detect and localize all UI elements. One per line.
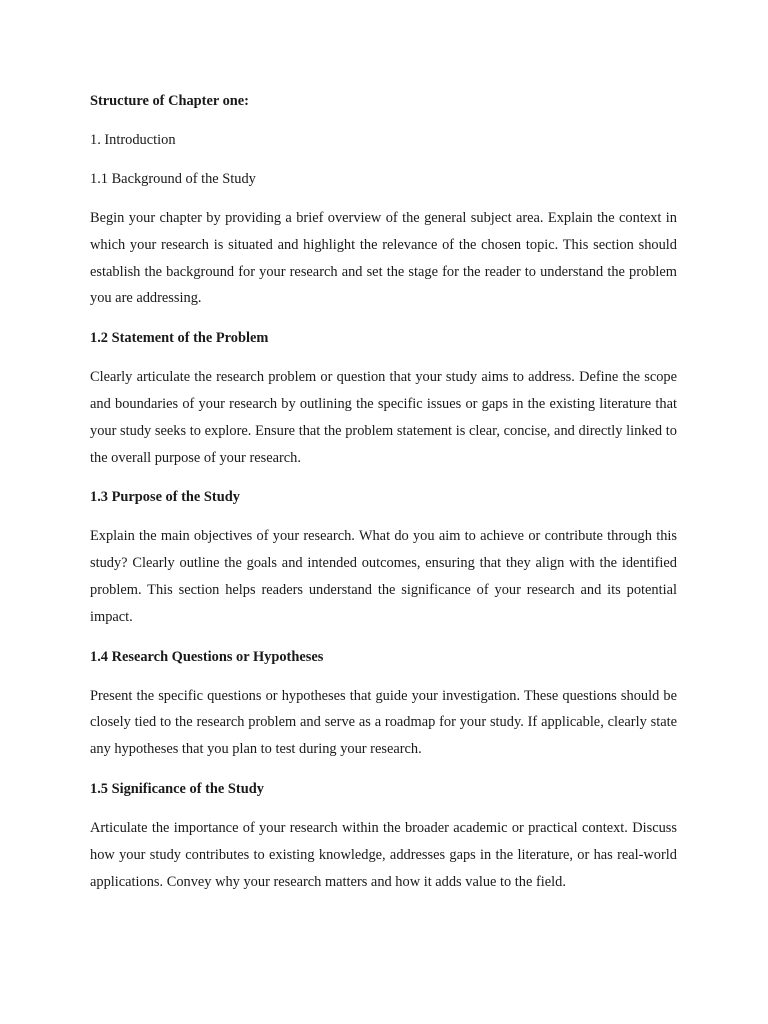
significance-paragraph: Articulate the importance of your research within the broader academic or practical context. Discuss how your study contributes to existing knowledge, addresses gaps in the literature, or has real-world applications. Convey why your research matters and how it adds value to the field. <box>90 819 677 890</box>
significance-heading: 1.5 Significance of the Study <box>90 780 264 797</box>
purpose-paragraph: Explain the main objectives of your research. What do you aim to achieve or contribute through this study? Clearly outline the goals and intended outcomes, ensuring that they align with the identified problem. This section helps readers understand the significance of your research and its potential impact. <box>90 528 677 625</box>
problem-paragraph: Clearly articulate the research problem or question that your study aims to address. Define the scope and boundaries of your research by outlining the specific issues or gaps in the existing literature that your study seeks to explore. Ensure that the problem statement is clear, concise, and directly linked to the overall purpose of your research. <box>90 369 677 466</box>
research-questions-heading: 1.4 Research Questions or Hypotheses <box>90 648 324 665</box>
document-page <box>90 88 677 908</box>
introduction-heading: 1. Introduction <box>90 132 176 148</box>
background-paragraph: Begin your chapter by providing a brief overview of the general subject area. Explain the context in which your research is situated and highlight the relevance of the chosen topic. This section should establish the background for your research and set the stage for the reader to understand the problem you are addressing. <box>90 210 677 307</box>
research-questions-paragraph: Present the specific questions or hypotheses that guide your investigation. These questions should be closely tied to the research problem and serve as a roadmap for your study. If applicable, clearly state any hypotheses that you plan to test during your research. <box>90 687 677 758</box>
background-heading: 1.1 Background of the Study <box>90 171 256 187</box>
problem-heading: 1.2 Statement of the Problem <box>90 330 269 347</box>
purpose-heading: 1.3 Purpose of the Study <box>90 489 240 506</box>
structure-title: Structure of Chapter one: <box>90 93 249 109</box>
